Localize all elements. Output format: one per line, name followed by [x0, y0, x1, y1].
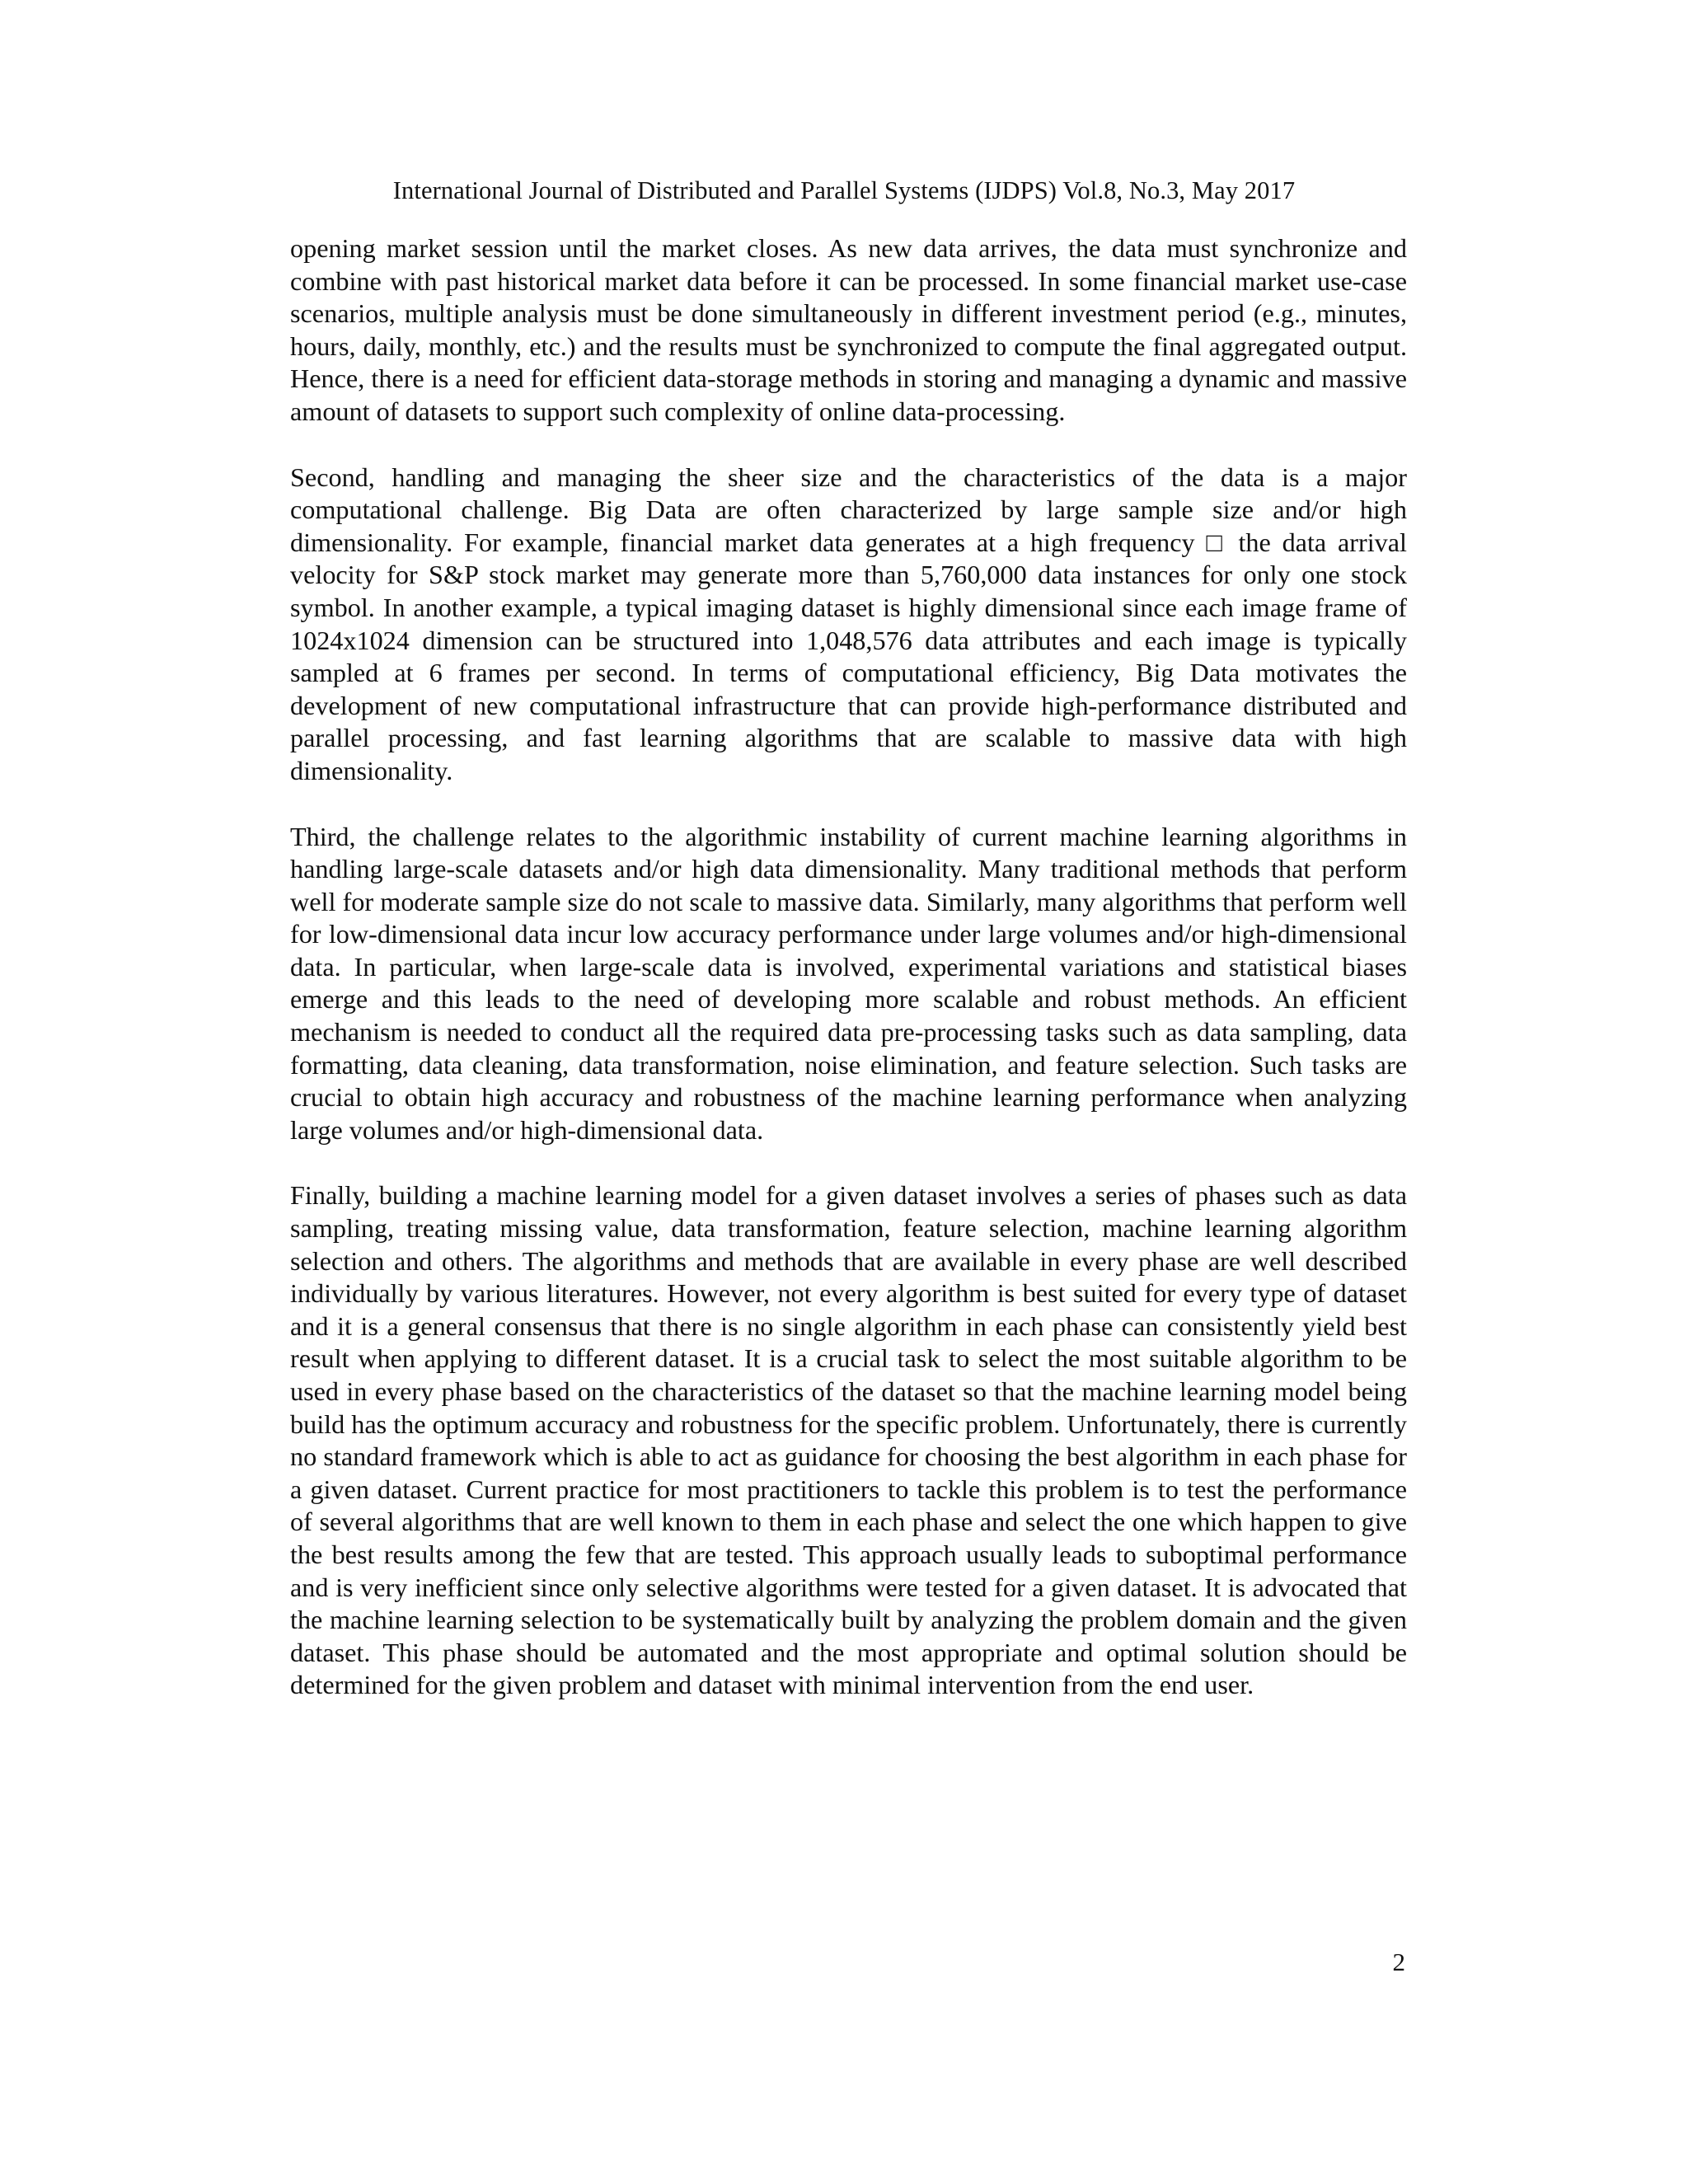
- paragraph-algorithmic-instability: Third, the challenge relates to the algorithmic instability of current machine learning algorithms in handling large-scale datasets and/or high data dimensionality. Many traditional methods that perform well for moderate sample size do not scale to massive data. Similarly, many algorithms that perform well for low-dimensional data incur low accuracy performance under large volumes and/or high-dimensional data. In particular, when large-scale data is involved, experimental variations and statistical biases emerge and this leads to the need of developing more scalable and robust methods. An efficient mechanism is needed to conduct all the required data pre-processing tasks such as data sampling, data formatting, data cleaning, data transformation, noise elimination, and feature selection. Such tasks are crucial to obtain high accuracy and robustness of the machine learning performance when analyzing large volumes and/or high-dimensional data.: [290, 821, 1407, 1145]
- running-header: International Journal of Distributed and Parallel Systems (IJDPS) Vol.8, No.3, May 2017: [392, 176, 1296, 204]
- body-text: [290, 232, 1407, 1735]
- page-number: 2: [1392, 1947, 1405, 1976]
- paragraph-model-building: Finally, building a machine learning model for a given dataset involves a series of phases such as data sampling, treating missing value, data transformation, feature selection, machine learning algorithm selection and others. The algorithms and methods that are available in every phase are well described individually by various literatures. However, not every algorithm is best suited for every type of dataset and it is a general consensus that there is no single algorithm in each phase can consistently yield best result when applying to different dataset. It is a crucial task to select the most suitable algorithm to be used in every phase based on the characteristics of the dataset so that the machine learning model being build has the optimum accuracy and robustness for the specific problem. Unfortunately, there is currently no standard framework which is able to act as guidance for choosing the best algorithm in each phase for a given dataset. Current practice for most practitioners to tackle this problem is to test the performance of several algorithms that are well known to them in each phase and select the one which happen to give the best results among the few that are tested. This approach usually leads to suboptimal performance and is very inefficient since only selective algorithms were tested for a given dataset. It is advocated that the machine learning selection to be systematically built by analyzing the problem domain and the given dataset. This phase should be automated and the most appropriate and optimal solution should be determined for the given problem and dataset with minimal intervention from the end user.: [290, 1180, 1407, 1700]
- paragraph-computational-challenge: Second, handling and managing the sheer size and the characteristics of the data is a major computational challenge. Big Data are often characterized by large sample size and/or high dimensionality. For example, financial market data generates at a high frequency □ the data arrival velocity for S&P stock market may generate more than 5,760,000 data instances for only one stock symbol. In another example, a typical imaging dataset is highly dimensional since each image frame of 1024x1024 dimension can be structured into 1,048,576 data attributes and each image is typically sampled at 6 frames per second. In terms of computational efficiency, Big Data motivates the development of new computational infrastructure that can provide high-performance distributed and parallel processing, and fast learning algorithms that are scalable to massive data with high dimensionality.: [290, 462, 1407, 785]
- paragraph-data-storage: opening market session until the market closes. As new data arrives, the data must synchronize and combine with past historical market data before it can be processed. In some financial market use-case scenarios, multiple analysis must be done simultaneously in different investment period (e.g., minutes, hours, daily, monthly, etc.) and the results must be synchronized to compute the final aggregated output. Hence, there is a need for efficient data-storage methods in storing and managing a dynamic and massive amount of datasets to support such complexity of online data-processing.: [290, 233, 1407, 426]
